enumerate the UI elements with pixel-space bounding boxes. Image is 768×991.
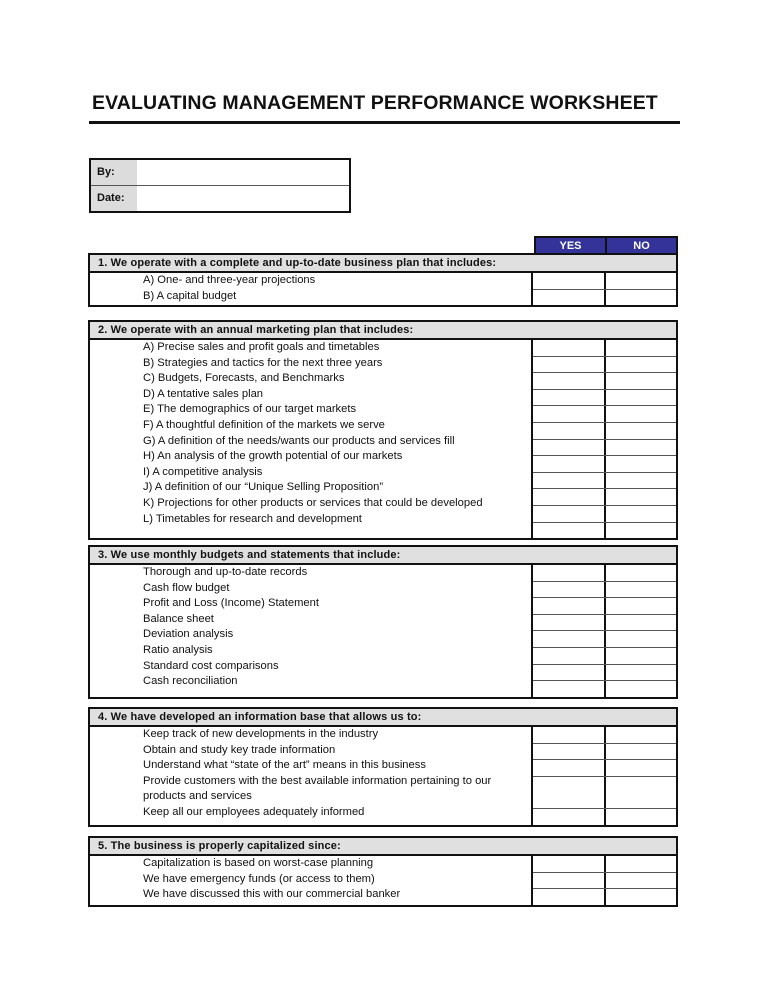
answer-grid [533, 727, 676, 825]
yes-checkbox-cell[interactable] [533, 456, 604, 472]
list-item: Standard cost comparisons [143, 659, 279, 672]
no-checkbox-cell[interactable] [604, 873, 677, 889]
section-heading: 4. We have developed an information base that allows us to: [90, 709, 676, 727]
list-item: G) A definition of the needs/wants our products and services fill [143, 434, 455, 447]
answer-row [533, 472, 676, 489]
answer-row [533, 664, 676, 681]
list-item: Keep all our employees adequately informed [143, 805, 365, 818]
yes-checkbox-cell[interactable] [533, 406, 604, 422]
list-item: Capitalization is based on worst-case planning [143, 857, 374, 869]
list-item: We have emergency funds (or access to them) [143, 872, 375, 885]
answer-row [533, 872, 676, 889]
answer-row [533, 808, 676, 825]
worksheet-title: EVALUATING MANAGEMENT PERFORMANCE WORKSHEET [92, 92, 658, 114]
yes-checkbox-cell[interactable] [533, 631, 604, 647]
answer-row [533, 273, 676, 289]
answer-row [533, 565, 676, 581]
yes-checkbox-cell[interactable] [533, 665, 604, 681]
by-label: By: [91, 160, 137, 185]
answer-row [533, 372, 676, 389]
yes-checkbox-cell[interactable] [533, 373, 604, 389]
no-checkbox-cell[interactable] [604, 615, 677, 631]
section-body [90, 273, 676, 305]
no-checkbox-cell[interactable] [604, 648, 677, 664]
answer-row [533, 356, 676, 373]
list-item: Understand what “state of the art” means in this business [143, 759, 426, 772]
answer-grid [533, 273, 676, 305]
list-item: Thorough and up-to-date records [143, 566, 308, 578]
no-checkbox-cell[interactable] [604, 440, 677, 456]
list-item: J) A definition of our “Unique Selling Proposition” [143, 481, 384, 494]
no-checkbox-cell[interactable] [604, 473, 677, 489]
answer-row [533, 888, 676, 905]
answer-row [533, 289, 676, 306]
answer-row [533, 743, 676, 760]
list-item: Provide customers with the best available information pertaining to our products and services [143, 774, 492, 803]
no-checkbox-cell[interactable] [604, 273, 677, 289]
section-body [90, 856, 676, 905]
no-checkbox-cell[interactable] [604, 290, 677, 306]
no-checkbox-cell[interactable] [604, 856, 677, 872]
answer-row [533, 389, 676, 406]
list-item: Profit and Loss (Income) Statement [143, 597, 319, 610]
section-heading: 3. We use monthly budgets and statements that include: [90, 547, 676, 565]
answer-grid [533, 565, 676, 697]
list-item: E) The demographics of our target markets [143, 403, 357, 416]
yes-checkbox-cell[interactable] [533, 473, 604, 489]
answer-row [533, 727, 676, 743]
yes-checkbox-cell[interactable] [533, 390, 604, 406]
list-item: Cash flow budget [143, 581, 230, 594]
no-checkbox-cell[interactable] [604, 809, 677, 825]
list-item: B) A capital budget [143, 289, 237, 302]
section-3 [88, 545, 678, 699]
list-item: A) One- and three-year projections [143, 274, 316, 286]
list-item: I) A competitive analysis [143, 465, 263, 478]
answer-row [533, 340, 676, 356]
list-item: Keep track of new developments in the industry [143, 728, 379, 740]
no-checkbox-cell[interactable] [604, 423, 677, 439]
yes-checkbox-cell[interactable] [533, 290, 604, 306]
yes-checkbox-cell[interactable] [533, 506, 604, 522]
list-item: Balance sheet [143, 612, 214, 625]
no-checkbox-cell[interactable] [604, 489, 677, 505]
answer-row [533, 630, 676, 647]
answer-row [533, 405, 676, 422]
no-checkbox-cell[interactable] [604, 744, 677, 760]
yes-checkbox-cell[interactable] [533, 615, 604, 631]
yes-checkbox-cell[interactable] [533, 809, 604, 825]
yes-checkbox-cell[interactable] [533, 582, 604, 598]
yes-checkbox-cell[interactable] [533, 760, 604, 776]
yes-checkbox-cell[interactable] [533, 727, 604, 743]
yes-checkbox-cell[interactable] [533, 856, 604, 872]
no-checkbox-cell[interactable] [604, 340, 677, 356]
no-checkbox-cell[interactable] [604, 373, 677, 389]
yes-checkbox-cell[interactable] [533, 648, 604, 664]
yes-checkbox-cell[interactable] [533, 440, 604, 456]
section-1 [88, 253, 678, 307]
no-checkbox-cell[interactable] [604, 406, 677, 422]
date-label: Date: [91, 186, 137, 211]
answer-grid [533, 340, 676, 538]
item-list [90, 727, 533, 825]
section-heading: 2. We operate with an annual marketing plan that includes: [90, 322, 676, 340]
item-list [90, 856, 533, 905]
section-body [90, 565, 676, 697]
no-checkbox-cell[interactable] [604, 777, 677, 808]
yes-checkbox-cell[interactable] [533, 681, 604, 697]
list-item: We have discussed this with our commercial banker [143, 888, 401, 901]
answer-row [533, 581, 676, 598]
list-item: Cash reconciliation [143, 675, 238, 688]
list-item: L) Timetables for research and development [143, 512, 362, 525]
yes-checkbox-cell[interactable] [533, 598, 604, 614]
list-item: C) Budgets, Forecasts, and Benchmarks [143, 372, 345, 385]
yes-checkbox-cell[interactable] [533, 340, 604, 356]
by-field[interactable] [137, 160, 349, 185]
yes-checkbox-cell[interactable] [533, 423, 604, 439]
list-item: K) Projections for other products or services that could be developed [143, 496, 483, 509]
no-checkbox-cell[interactable] [604, 582, 677, 598]
no-checkbox-cell[interactable] [604, 357, 677, 373]
no-checkbox-cell[interactable] [604, 390, 677, 406]
item-list [90, 565, 533, 697]
no-checkbox-cell[interactable] [604, 760, 677, 776]
no-checkbox-cell[interactable] [604, 565, 677, 581]
section-body [90, 727, 676, 825]
no-checkbox-cell[interactable] [604, 631, 677, 647]
date-field[interactable] [137, 186, 349, 211]
answer-row [533, 647, 676, 664]
no-checkbox-cell[interactable] [604, 523, 677, 539]
no-checkbox-cell[interactable] [604, 456, 677, 472]
yes-checkbox-cell[interactable] [533, 565, 604, 581]
no-checkbox-cell[interactable] [604, 665, 677, 681]
answer-row [533, 488, 676, 505]
answer-row [533, 759, 676, 776]
yes-checkbox-cell[interactable] [533, 873, 604, 889]
answer-grid [533, 856, 676, 905]
answer-row [533, 505, 676, 522]
section-body [90, 340, 676, 538]
answer-row [533, 680, 676, 697]
no-checkbox-cell[interactable] [604, 506, 677, 522]
answer-row [533, 614, 676, 631]
list-item: Ratio analysis [143, 643, 213, 656]
by-row [91, 160, 349, 185]
no-column-header: NO [605, 238, 676, 253]
yes-checkbox-cell[interactable] [533, 489, 604, 505]
no-checkbox-cell[interactable] [604, 727, 677, 743]
date-row [91, 185, 349, 211]
answer-row [533, 439, 676, 456]
section-5 [88, 836, 678, 907]
no-checkbox-cell[interactable] [604, 889, 677, 905]
title-divider [89, 121, 680, 124]
section-heading: 1. We operate with a complete and up-to-date business plan that includes: [90, 255, 676, 273]
section-2 [88, 320, 678, 540]
answer-row [533, 597, 676, 614]
list-item: F) A thoughtful definition of the markets we serve [143, 418, 385, 431]
list-item: Deviation analysis [143, 628, 234, 641]
yes-checkbox-cell[interactable] [533, 744, 604, 760]
section-heading: 5. The business is properly capitalized since: [90, 838, 676, 856]
answer-row [533, 776, 676, 808]
answer-column-header [534, 236, 678, 253]
no-checkbox-cell[interactable] [604, 598, 677, 614]
section-4 [88, 707, 678, 827]
item-list [90, 340, 533, 538]
item-list [90, 273, 533, 305]
list-item: B) Strategies and tactics for the next three years [143, 356, 383, 369]
yes-checkbox-cell[interactable] [533, 523, 604, 539]
list-item: A) Precise sales and profit goals and timetables [143, 341, 380, 353]
answer-row [533, 856, 676, 872]
yes-checkbox-cell[interactable] [533, 273, 604, 289]
list-item: Obtain and study key trade information [143, 743, 336, 756]
yes-checkbox-cell[interactable] [533, 357, 604, 373]
answer-row [533, 522, 676, 539]
yes-column-header: YES [536, 238, 605, 253]
answer-row [533, 455, 676, 472]
meta-box [89, 158, 351, 213]
list-item: H) An analysis of the growth potential of our markets [143, 450, 403, 463]
list-item: D) A tentative sales plan [143, 387, 264, 400]
answer-row [533, 422, 676, 439]
yes-checkbox-cell[interactable] [533, 777, 604, 808]
yes-checkbox-cell[interactable] [533, 889, 604, 905]
no-checkbox-cell[interactable] [604, 681, 677, 697]
